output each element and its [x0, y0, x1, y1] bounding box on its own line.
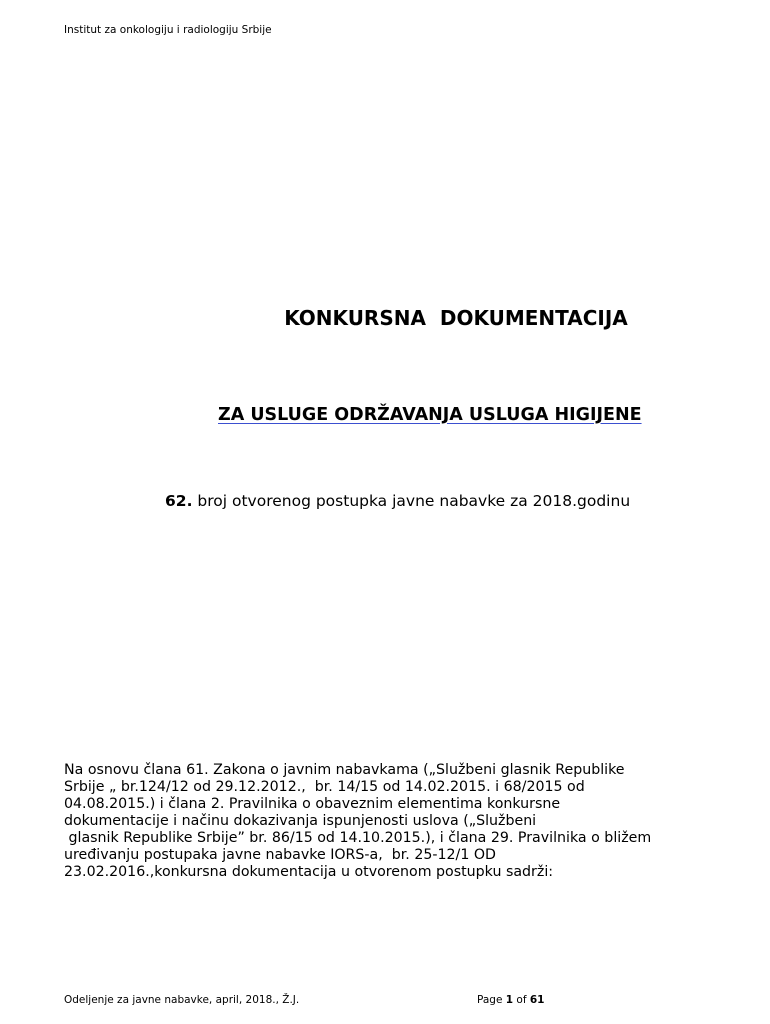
footer-department: Odeljenje za javne nabavke, april, 2018., Ž.J.	[64, 994, 300, 1006]
page-of-label: of	[513, 994, 530, 1006]
intro-line: 04.08.2015.) i člana 2. Pravilnika o obaveznim elementima konkursne	[64, 796, 561, 812]
intro-line: 23.02.2016.,konkursna dokumentacija u otvorenom postupku sadrži:	[64, 864, 554, 880]
intro-line: uređivanju postupaka javne nabavke IORS-a, br. 25-12/1 OD	[64, 847, 496, 863]
intro-line: glasnik Republike Srbije” br. 86/15 od 14.10.2015.), i člana 29. Pravilnika o bližem	[64, 830, 652, 846]
document-title: KONKURSNA DOKUMENTACIJA	[284, 306, 628, 330]
intro-line: Srbije „ br.124/12 od 29.12.2012., br. 14/15 od 14.02.2015. i 68/2015 od	[64, 779, 585, 795]
intro-line: dokumentacije i načinu dokazivanja ispunjenosti uslova („Službeni	[64, 813, 537, 829]
procedure-text: broj otvorenog postupka javne nabavke za 2018.godinu	[192, 492, 631, 510]
procedure-line	[165, 492, 630, 510]
page-total: 61	[529, 994, 545, 1006]
footer-page-number	[477, 994, 545, 1006]
page-current: 1	[505, 994, 514, 1006]
page-label: Page	[477, 994, 506, 1006]
page-header-institution: Institut za onkologiju i radiologiju Srbije	[64, 24, 272, 36]
intro-line: Na osnovu člana 61. Zakona o javnim nabavkama („Službeni glasnik Republike	[64, 762, 625, 778]
procedure-number: 62.	[165, 492, 193, 510]
document-subtitle: ZA USLUGE ODRŽAVANJA USLUGA HIGIJENE	[218, 405, 642, 425]
intro-paragraph	[64, 762, 724, 881]
